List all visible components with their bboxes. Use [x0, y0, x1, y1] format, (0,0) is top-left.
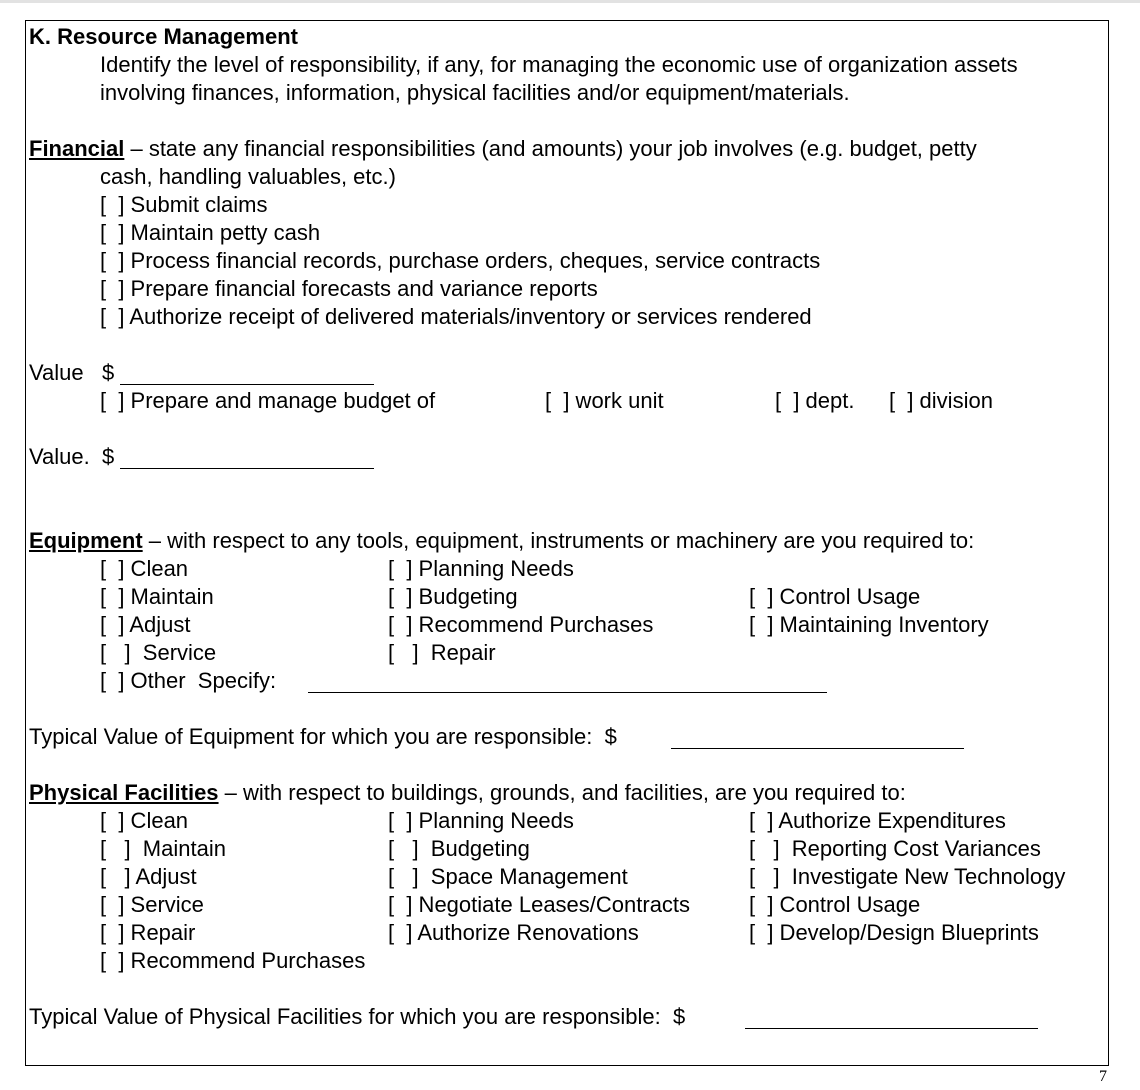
section-intro-line2: involving finances, information, physical facilities and/or equipment/materials. [100, 80, 850, 105]
facilities-checkbox-item[interactable]: [ ] Control Usage [749, 892, 921, 917]
equipment-other-specify-field[interactable] [308, 692, 827, 693]
financial-heading-line [29, 135, 977, 163]
top-shadow [0, 0, 1140, 3]
equipment-heading-line [29, 527, 974, 555]
financial-checkbox-item[interactable]: [ ] Authorize receipt of delivered materials/inventory or services rendered [100, 304, 812, 329]
facilities-checkbox-item[interactable]: [ ] Repair [100, 920, 196, 945]
equipment-checkbox-item[interactable]: [ ] Repair [388, 640, 496, 665]
facilities-value-field[interactable] [745, 1028, 1038, 1029]
budget-dept-checkbox[interactable]: [ ] dept. [775, 388, 855, 413]
section-title: K. Resource Management [29, 24, 298, 49]
financial-value2-field[interactable] [120, 468, 374, 469]
financial-value1-field[interactable] [120, 384, 374, 385]
financial-checkbox-item[interactable]: [ ] Submit claims [100, 192, 268, 217]
equipment-checkbox-item[interactable]: [ ] Maintaining Inventory [749, 612, 989, 637]
facilities-heading-line [29, 779, 906, 807]
budget-work-unit-checkbox[interactable]: [ ] work unit [545, 388, 664, 413]
facilities-checkbox-item[interactable]: [ ] Develop/Design Blueprints [749, 920, 1039, 945]
facilities-checkbox-item[interactable]: [ ] Reporting Cost Variances [749, 836, 1041, 861]
financial-checkbox-item[interactable]: [ ] Prepare financial forecasts and variance reports [100, 276, 598, 301]
equipment-checkbox-item[interactable]: [ ] Control Usage [749, 584, 921, 609]
facilities-value-label: Typical Value of Physical Facilities for which you are responsible: $ [29, 1004, 686, 1029]
facilities-checkbox-item[interactable]: [ ] Planning Needs [388, 808, 574, 833]
facilities-checkbox-item[interactable]: [ ] Service [100, 892, 204, 917]
budget-division-checkbox[interactable]: [ ] division [889, 388, 993, 413]
financial-value1-label: Value $ [29, 360, 115, 385]
facilities-checkbox-item[interactable]: [ ] Clean [100, 808, 189, 833]
facilities-description: – with respect to buildings, grounds, and facilities, are you required to: [218, 780, 906, 805]
financial-value2-label: Value. $ [29, 444, 115, 469]
financial-description-cont: cash, handling valuables, etc.) [100, 164, 396, 189]
equipment-value-label: Typical Value of Equipment for which you are responsible: $ [29, 724, 617, 749]
facilities-checkbox-item[interactable]: [ ] Space Management [388, 864, 628, 889]
equipment-other-checkbox[interactable]: [ ] Other Specify: [100, 668, 277, 693]
equipment-checkbox-item[interactable]: [ ] Service [100, 640, 217, 665]
financial-checkbox-item[interactable]: [ ] Maintain petty cash [100, 220, 321, 245]
facilities-checkbox-item[interactable]: [ ] Adjust [100, 864, 197, 889]
equipment-checkbox-item[interactable]: [ ] Maintain [100, 584, 214, 609]
page-number: 7 [1099, 1068, 1107, 1085]
equipment-checkbox-item[interactable]: [ ] Planning Needs [388, 556, 574, 581]
budget-checkbox[interactable]: [ ] Prepare and manage budget of [100, 388, 436, 413]
facilities-checkbox-item[interactable]: [ ] Negotiate Leases/Contracts [388, 892, 691, 917]
equipment-checkbox-item[interactable]: [ ] Recommend Purchases [388, 612, 654, 637]
facilities-checkbox-item[interactable]: [ ] Authorize Renovations [388, 920, 639, 945]
facilities-checkbox-item[interactable]: [ ] Investigate New Technology [749, 864, 1066, 889]
equipment-heading: Equipment [29, 528, 143, 553]
facilities-heading: Physical Facilities [29, 780, 219, 805]
financial-heading: Financial [29, 136, 125, 161]
financial-description: – state any financial responsibilities (and amounts) your job involves (e.g. budget, petty [124, 136, 977, 161]
facilities-checkbox-item[interactable]: [ ] Recommend Purchases [100, 948, 366, 973]
facilities-checkbox-item[interactable]: [ ] Maintain [100, 836, 226, 861]
equipment-checkbox-item[interactable]: [ ] Budgeting [388, 584, 518, 609]
equipment-checkbox-item[interactable]: [ ] Clean [100, 556, 189, 581]
equipment-checkbox-item[interactable]: [ ] Adjust [100, 612, 191, 637]
facilities-checkbox-item[interactable]: [ ] Authorize Expenditures [749, 808, 1006, 833]
section-intro-line1: Identify the level of responsibility, if any, for managing the economic use of organization assets [100, 52, 1018, 77]
equipment-description: – with respect to any tools, equipment, instruments or machinery are you required to: [142, 528, 975, 553]
financial-checkbox-item[interactable]: [ ] Process financial records, purchase orders, cheques, service contracts [100, 248, 821, 273]
facilities-checkbox-item[interactable]: [ ] Budgeting [388, 836, 530, 861]
equipment-value-field[interactable] [671, 748, 964, 749]
